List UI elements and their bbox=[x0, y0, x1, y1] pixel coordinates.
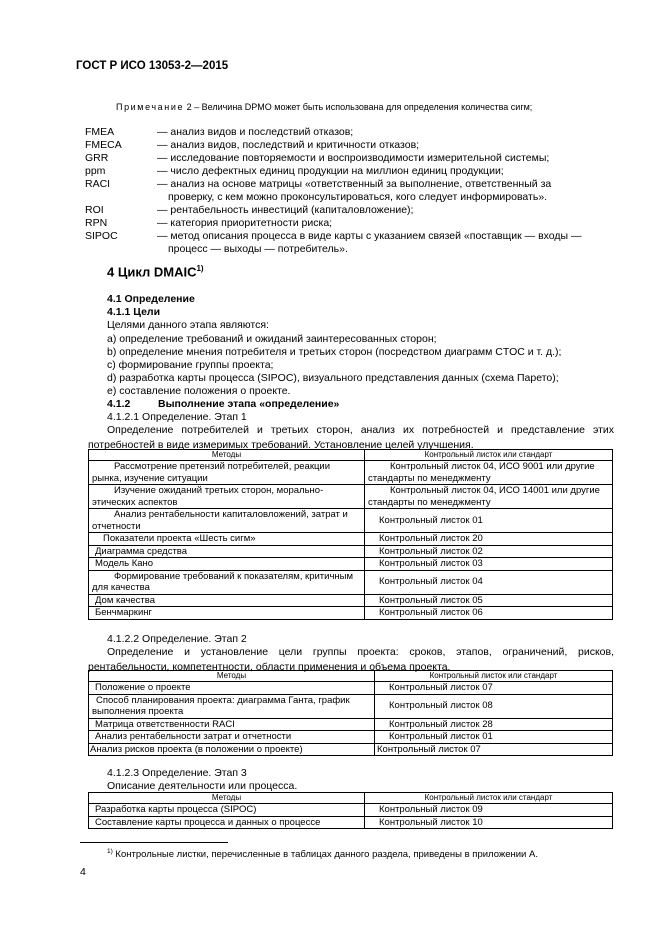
method-cell: Анализ рентабельности затрат и отчетности bbox=[89, 731, 375, 744]
method-cell: Дом качества bbox=[89, 594, 365, 607]
abbr-def: — анализ на основе матрицы «ответственный за выполнение, ответственный за bbox=[157, 178, 552, 190]
abbr-term: GRR bbox=[85, 152, 109, 164]
methods-table-step1 bbox=[88, 449, 613, 620]
method-cell: Формирование требований к показателям, критичным для качества bbox=[89, 570, 365, 594]
section-heading bbox=[107, 264, 204, 279]
table-row bbox=[89, 545, 613, 558]
standard-cell: Контрольный листок 05 bbox=[365, 594, 613, 607]
standard-cell: Контрольный листок 04, ИСО 9001 или другие стандарты по менеджменту bbox=[365, 461, 613, 485]
methods-table-step3 bbox=[88, 792, 613, 829]
abbr-def: — метод описания процесса в виде карты с указанием связей «поставщик — входы — bbox=[157, 230, 582, 242]
document-header: ГОСТ Р ИСО 13053-2—2015 bbox=[76, 60, 229, 72]
note-text: 2 – Величина DPMO может быть использована для определения количества сигм; bbox=[186, 102, 533, 112]
note-label: Примечание bbox=[116, 102, 185, 112]
table-row bbox=[89, 682, 613, 695]
method-cell: Положение о проекте bbox=[89, 682, 375, 695]
footnote-text: Контрольные листки, перечисленные в таблицах данного раздела, приведены в приложении А. bbox=[115, 849, 538, 861]
goal-item: а) определение требований и ожиданий заинтересованных сторон; bbox=[107, 333, 437, 345]
method-cell: Способ планирования проекта: диаграмма Ганта, график выполнения проекта bbox=[89, 694, 375, 718]
standard-cell: Контрольный листок 03 bbox=[365, 558, 613, 571]
abbr-term: RACI bbox=[85, 178, 111, 190]
standard-cell: Контрольный листок 06 bbox=[365, 607, 613, 620]
table-row bbox=[89, 743, 613, 756]
table-row bbox=[89, 570, 613, 594]
abbr-def: — анализ видов и последствий отказов; bbox=[157, 126, 354, 138]
note bbox=[116, 102, 532, 112]
method-cell: Составление карты процесса и данных о процессе bbox=[89, 816, 365, 829]
table-row bbox=[89, 607, 613, 620]
goal-item: e) составление положения о проекте. bbox=[107, 385, 291, 397]
method-cell: Разработка карты процесса (SIPOC) bbox=[89, 804, 365, 817]
abbr-term: RPN bbox=[85, 217, 108, 229]
standard-cell: Контрольный листок 07 bbox=[375, 682, 613, 695]
subsection-heading: 4.1.1 Цели bbox=[107, 306, 161, 318]
table-header-cell: Контрольный листок или стандарт bbox=[365, 793, 613, 804]
abbr-def-continued: процесс — выходы — потребитель». bbox=[168, 243, 348, 255]
table-header-cell: Контрольный листок или стандарт bbox=[375, 671, 613, 682]
methods-table-step2 bbox=[88, 670, 613, 756]
step-heading: 4.1.2.3 Определение. Этап 3 bbox=[107, 767, 247, 779]
method-cell: Диаграмма средства bbox=[89, 545, 365, 558]
method-cell: Анализ рисков проекта (в положении о проекте) bbox=[89, 743, 375, 756]
footnote bbox=[107, 848, 538, 860]
standard-cell: Контрольный листок 08 bbox=[375, 694, 613, 718]
footnote-divider bbox=[80, 842, 228, 843]
standard-cell: Контрольный листок 28 bbox=[375, 718, 613, 731]
goals-intro: Целями данного этапа являются: bbox=[107, 319, 269, 331]
abbr-def: — анализ видов, последствий и критичности отказов; bbox=[157, 139, 420, 151]
table-header-cell: Методы bbox=[89, 450, 365, 461]
standard-cell: Контрольный листок 20 bbox=[365, 533, 613, 546]
footnote-ref: 1) bbox=[196, 264, 204, 273]
standard-cell: Контрольный листок 01 bbox=[375, 731, 613, 744]
table-header-row bbox=[89, 450, 613, 461]
abbr-def: — рентабельность инвестиций (капиталовложение); bbox=[157, 204, 414, 216]
table-header-cell: Методы bbox=[89, 793, 365, 804]
abbr-def: — число дефектных единиц продукции на миллион единиц продукции; bbox=[157, 165, 504, 177]
table-row bbox=[89, 461, 613, 485]
table-header-cell: Методы bbox=[89, 671, 375, 682]
method-cell: Модель Кано bbox=[89, 558, 365, 571]
method-cell: Рассмотрение претензий потребителей, реакции рынка, изучение ситуации bbox=[89, 461, 365, 485]
standard-cell: Контрольный листок 09 bbox=[365, 804, 613, 817]
abbr-def-continued: проверку, с кем можно проконсультироваться, кого следует информировать». bbox=[168, 191, 548, 203]
step-text: Описание деятельности или процесса. bbox=[107, 780, 298, 792]
goal-item: b) определение мнения потребителя и третьих сторон (посредством диаграмм CTOC и т. д.); bbox=[107, 346, 562, 358]
subsection-number: 4.1.2 bbox=[107, 398, 131, 410]
table-header-row bbox=[89, 671, 613, 682]
table-row bbox=[89, 509, 613, 533]
method-cell: Изучение ожиданий третьих сторон, морально-этических аспектов bbox=[89, 485, 365, 509]
section-title: 4 Цикл DMAIC bbox=[107, 264, 197, 280]
goal-item: d) разработка карты процесса (SIPOC), визуального представления данных (схема Парето); bbox=[107, 372, 559, 384]
abbr-def: — исследование повторяемости и воспроизводимости измерительной системы; bbox=[157, 152, 550, 164]
table-row bbox=[89, 731, 613, 744]
table-row bbox=[89, 804, 613, 817]
table-row bbox=[89, 533, 613, 546]
abbr-term: SIPOC bbox=[85, 230, 118, 242]
goal-item: c) формирование группы проекта; bbox=[107, 359, 274, 371]
table-header-cell: Контрольный листок или стандарт bbox=[365, 450, 613, 461]
standard-cell: Контрольный листок 10 bbox=[365, 816, 613, 829]
method-cell: Матрица ответственности RACI bbox=[89, 718, 375, 731]
step-heading: 4.1.2.1 Определение. Этап 1 bbox=[107, 411, 247, 423]
abbr-term: FMECA bbox=[85, 139, 122, 151]
table-row bbox=[89, 694, 613, 718]
subsection-heading: Выполнение этапа «определение» bbox=[158, 398, 340, 410]
table-row bbox=[89, 558, 613, 571]
table-header-row bbox=[89, 793, 613, 804]
table-row bbox=[89, 594, 613, 607]
subsection-heading: 4.1 Определение bbox=[107, 293, 195, 305]
abbr-term: FMEA bbox=[85, 126, 115, 138]
page-number: 4 bbox=[80, 866, 86, 878]
standard-cell: Контрольный листок 04, ИСО 14001 или другие стандарты по менеджменту bbox=[365, 485, 613, 509]
abbr-term: ROI bbox=[85, 204, 104, 216]
standard-cell: Контрольный листок 07 bbox=[375, 743, 613, 756]
method-cell: Показатели проекта «Шесть сигм» bbox=[89, 533, 365, 546]
standard-cell: Контрольный листок 04 bbox=[365, 570, 613, 594]
table-row bbox=[89, 718, 613, 731]
footnote-mark: 1) bbox=[107, 848, 113, 855]
abbr-def: — категория приоритетности риска; bbox=[157, 217, 333, 229]
standard-cell: Контрольный листок 02 bbox=[365, 545, 613, 558]
standard-cell: Контрольный листок 01 bbox=[365, 509, 613, 533]
abbr-term: ppm bbox=[85, 165, 106, 177]
step-heading: 4.1.2.2 Определение. Этап 2 bbox=[107, 633, 247, 645]
method-cell: Бенчмаркинг bbox=[89, 607, 365, 620]
method-cell: Анализ рентабельности капиталовложений, затрат и отчетности bbox=[89, 509, 365, 533]
step-text: Определение и установление цели группы проекта: сроков, этапов, ограничений, рисков, рентабельности, компетентности, области применения и объема проекта. bbox=[88, 646, 614, 673]
table-row bbox=[89, 816, 613, 829]
step-text: Определение потребителей и третьих сторон, анализ их потребностей и представление этих потребностей в виде измеримых требований. Установление целей улучшения. bbox=[88, 424, 614, 451]
table-row bbox=[89, 485, 613, 509]
